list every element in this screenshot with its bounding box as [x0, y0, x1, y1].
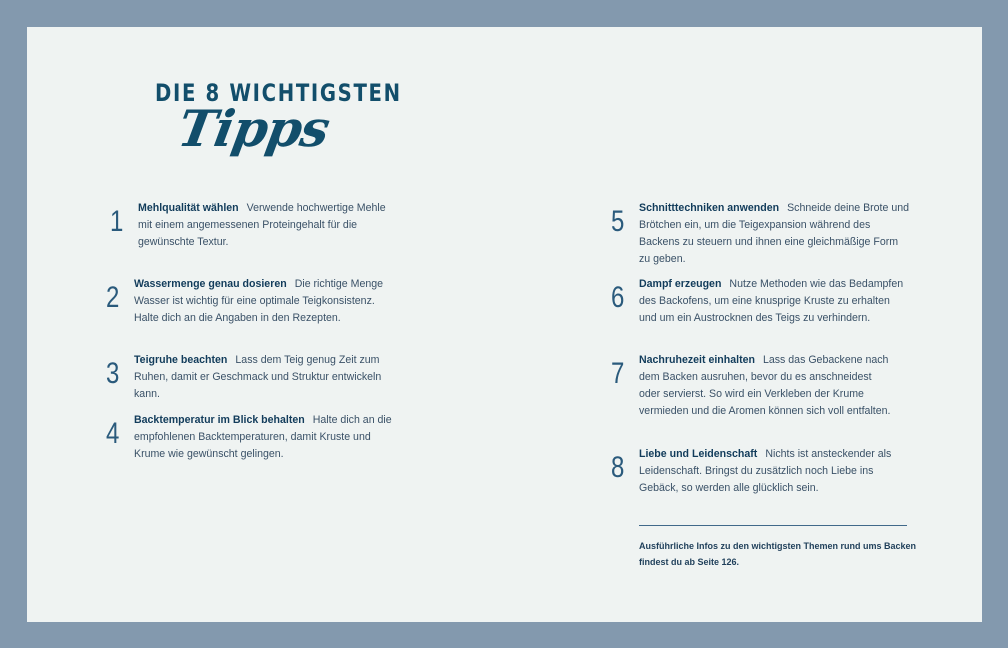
footnote: Ausführliche Infos zu den wichtigsten Themen rund ums Backen findest du ab Seite 126.	[639, 541, 917, 567]
tip-body: Halte dich an die empfohlenen Backtemperaturen, damit Kruste und Krume wie gewünscht gelingen.	[134, 414, 392, 460]
tip-number: 1	[110, 205, 124, 238]
tip-number: 2	[106, 281, 120, 314]
tip-number: 8	[611, 451, 625, 484]
tip-number: 5	[611, 205, 625, 238]
page-title: DIE 8 WICHTIGSTEN	[155, 79, 402, 107]
tip-body: Nichts ist ansteckender als Leidenschaft. Bringst du zusätzlich noch Liebe ins Gebäck, so werden alle glücklich sein.	[639, 448, 892, 494]
divider	[639, 525, 907, 526]
tip-body: Schneide deine Brote und Brötchen ein, um die Teigexpansion während des Backens zu steuern und ihnen eine gleichmäßige Form zu geben.	[639, 202, 910, 265]
tip-heading: Liebe und Leidenschaft	[639, 448, 758, 460]
tip-heading: Teigruhe beachten	[134, 354, 228, 366]
tip-number: 7	[611, 357, 625, 390]
tip-heading: Backtemperatur im Blick behalten	[134, 414, 305, 426]
tip-number: 3	[106, 357, 120, 390]
tip-number: 6	[611, 281, 625, 314]
tip-heading: Mehlqualität wählen	[138, 202, 239, 214]
tip-body: Die richtige Menge Wasser ist wichtig für eine optimale Teigkonsistenz. Halte dich an die Angaben in den Rezepten.	[134, 278, 384, 324]
tip-body: Nutze Methoden wie das Bedampfen des Backofens, um eine knusprige Kruste zu erhalten und um ein Austrocknen des Teigs zu verhindern.	[639, 278, 904, 324]
tip-body: Lass das Gebackene nach dem Backen ausruhen, bevor du es anschneidest oder servierst. So wird ein Verkleben der Krume vermieden und die Aromen können sich voll entfalten.	[639, 354, 891, 417]
page-title-script: Tipps	[173, 99, 334, 158]
tip-body: Verwende hochwertige Mehle mit einem angemessenen Proteingehalt für die gewünschte Textur.	[138, 202, 386, 248]
tip-number: 4	[106, 417, 120, 450]
tip-heading: Wassermenge genau dosieren	[134, 278, 287, 290]
tip-heading: Dampf erzeugen	[639, 278, 722, 290]
tip-body: Lass dem Teig genug Zeit zum Ruhen, damit er Geschmack und Struktur entwickeln kann.	[134, 354, 382, 400]
tip-heading: Nachruhezeit einhalten	[639, 354, 755, 366]
tip-heading: Schnitttechniken anwenden	[639, 202, 780, 214]
tips-page	[27, 27, 982, 622]
